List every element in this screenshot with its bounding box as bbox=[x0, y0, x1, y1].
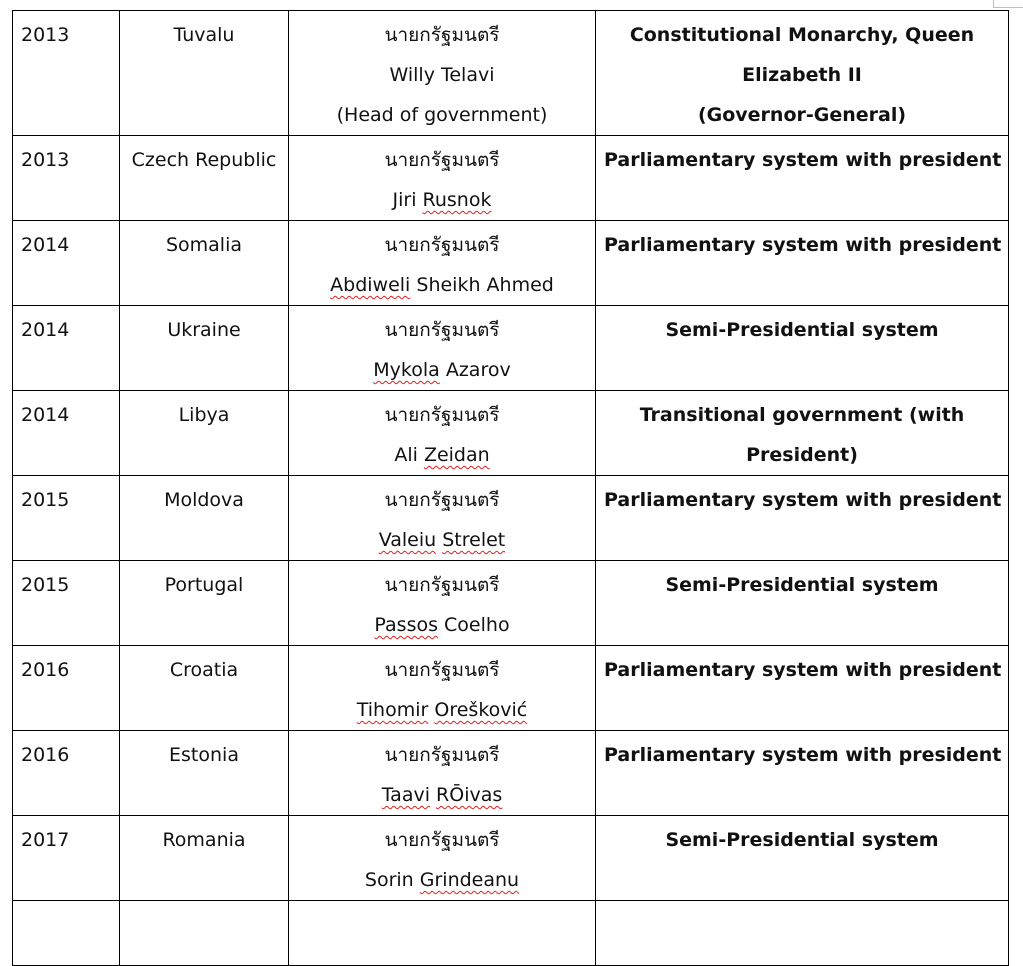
year-cell: 2013 bbox=[13, 11, 120, 136]
country-cell: Ukraine bbox=[120, 306, 289, 391]
spellcheck-flagged-word: Zeidan bbox=[423, 444, 490, 466]
system-cell bbox=[596, 476, 1009, 561]
table-row bbox=[13, 306, 1009, 391]
pm-title: นายกรัฐมนตรี bbox=[384, 744, 500, 766]
system-cell bbox=[596, 391, 1009, 476]
spellcheck-flagged-word: Abdiweli bbox=[330, 274, 411, 296]
system-cell bbox=[596, 11, 1009, 136]
country-cell: Croatia bbox=[120, 646, 289, 731]
pm-name bbox=[297, 605, 587, 645]
spellcheck-flagged-word: Grindeanu bbox=[419, 869, 520, 891]
pm-name bbox=[297, 860, 587, 900]
year-cell: 2013 bbox=[13, 136, 120, 221]
pm-title: นายกรัฐมนตรี bbox=[384, 404, 500, 426]
spellcheck-flagged-word: Valeiu bbox=[378, 529, 437, 551]
country-cell-empty bbox=[120, 901, 289, 966]
country-cell: Portugal bbox=[120, 561, 289, 646]
pm-name bbox=[297, 775, 587, 815]
system-text-line: Parliamentary system with president bbox=[604, 659, 1002, 681]
pm-title: นายกรัฐมนตรี bbox=[384, 574, 500, 596]
spellcheck-flagged-word: Rusnok bbox=[422, 189, 492, 211]
system-cell bbox=[596, 561, 1009, 646]
country-cell: Romania bbox=[120, 816, 289, 901]
pm-title: นายกรัฐมนตรี bbox=[384, 24, 500, 46]
prime-minister-cell bbox=[289, 561, 596, 646]
country-cell: Libya bbox=[120, 391, 289, 476]
spellcheck-flagged-word: Strelet bbox=[442, 529, 506, 551]
table-row bbox=[13, 221, 1009, 306]
pm-note: (Head of government) bbox=[336, 104, 548, 126]
system-text-line: Parliamentary system with president bbox=[604, 149, 1002, 171]
table-row bbox=[13, 816, 1009, 901]
spellcheck-flagged-word: RŌivas bbox=[436, 784, 503, 806]
pm-title: นายกรัฐมนตรี bbox=[384, 319, 500, 341]
system-cell bbox=[596, 646, 1009, 731]
pm-name bbox=[297, 690, 587, 730]
table-row bbox=[13, 476, 1009, 561]
country-cell: Somalia bbox=[120, 221, 289, 306]
prime-minister-cell bbox=[289, 816, 596, 901]
pm-title: นายกรัฐมนตรี bbox=[384, 489, 500, 511]
system-text-line: Parliamentary system with president bbox=[604, 489, 1002, 511]
pm-name-text: Ali bbox=[394, 444, 424, 466]
spellcheck-flagged-word: Taavi bbox=[381, 784, 430, 806]
pm-title: นายกรัฐมนตรี bbox=[384, 149, 500, 171]
spellcheck-flagged-word: Orešković bbox=[434, 699, 528, 721]
prime-minister-cell bbox=[289, 391, 596, 476]
pm-title: นายกรัฐมนตรี bbox=[384, 234, 500, 256]
system-text-line: Semi-Presidential system bbox=[665, 319, 939, 341]
system-cell bbox=[596, 816, 1009, 901]
pm-name bbox=[297, 265, 587, 305]
year-cell: 2015 bbox=[13, 476, 120, 561]
year-cell: 2016 bbox=[13, 731, 120, 816]
system-cell bbox=[596, 136, 1009, 221]
table-row bbox=[13, 561, 1009, 646]
country-cell: Moldova bbox=[120, 476, 289, 561]
country-cell: Tuvalu bbox=[120, 11, 289, 136]
system-text-line: Parliamentary system with president bbox=[604, 234, 1002, 256]
page-corner-mark bbox=[993, 0, 1023, 8]
prime-minister-cell bbox=[289, 221, 596, 306]
spellcheck-flagged-word: Mykola bbox=[373, 359, 440, 381]
prime-minister-cell-empty bbox=[289, 901, 596, 966]
pm-name-text: Willy Telavi bbox=[389, 64, 495, 86]
pm-name bbox=[297, 55, 587, 95]
prime-minister-cell bbox=[289, 646, 596, 731]
table-row-partial bbox=[13, 901, 1009, 966]
spellcheck-flagged-word: Passos bbox=[374, 614, 438, 636]
prime-minister-cell bbox=[289, 11, 596, 136]
table-row bbox=[13, 391, 1009, 476]
system-text-line: (Governor-General) bbox=[697, 104, 907, 126]
pm-name bbox=[297, 180, 587, 220]
year-cell: 2014 bbox=[13, 306, 120, 391]
pm-name-text: Azarov bbox=[439, 359, 511, 381]
pm-title: นายกรัฐมนตรี bbox=[384, 829, 500, 851]
pm-title: นายกรัฐมนตรี bbox=[384, 659, 500, 681]
pm-name-text: Sheikh Ahmed bbox=[410, 274, 554, 296]
system-cell-empty bbox=[596, 901, 1009, 966]
pm-name bbox=[297, 350, 587, 390]
table-row bbox=[13, 731, 1009, 816]
prime-minister-cell bbox=[289, 306, 596, 391]
pm-name-text: Coelho bbox=[438, 614, 510, 636]
pm-name-text: Sorin bbox=[364, 869, 420, 891]
system-text-line: Parliamentary system with president bbox=[604, 744, 1002, 766]
country-cell: Estonia bbox=[120, 731, 289, 816]
system-cell bbox=[596, 221, 1009, 306]
table-row bbox=[13, 646, 1009, 731]
year-cell: 2017 bbox=[13, 816, 120, 901]
year-cell: 2014 bbox=[13, 391, 120, 476]
year-cell: 2015 bbox=[13, 561, 120, 646]
prime-minister-cell bbox=[289, 476, 596, 561]
table-row bbox=[13, 11, 1009, 136]
pm-name bbox=[297, 435, 587, 475]
system-cell bbox=[596, 731, 1009, 816]
system-text-line: Transitional government (with bbox=[639, 404, 965, 426]
pm-name-text: Jiri bbox=[392, 189, 423, 211]
system-text-line: Semi-Presidential system bbox=[665, 829, 939, 851]
year-cell-empty bbox=[13, 901, 120, 966]
country-cell: Czech Republic bbox=[120, 136, 289, 221]
system-text-line: Constitutional Monarchy, Queen bbox=[629, 24, 975, 46]
prime-ministers-table bbox=[12, 10, 1009, 966]
year-cell: 2016 bbox=[13, 646, 120, 731]
system-cell bbox=[596, 306, 1009, 391]
system-text-line: President) bbox=[746, 444, 858, 466]
prime-minister-cell bbox=[289, 731, 596, 816]
prime-minister-cell bbox=[289, 136, 596, 221]
pm-name bbox=[297, 520, 587, 560]
year-cell: 2014 bbox=[13, 221, 120, 306]
system-text-line: Semi-Presidential system bbox=[665, 574, 939, 596]
system-text-line: Elizabeth II bbox=[742, 64, 862, 86]
spellcheck-flagged-word: Tihomir bbox=[356, 699, 429, 721]
table-row bbox=[13, 136, 1009, 221]
